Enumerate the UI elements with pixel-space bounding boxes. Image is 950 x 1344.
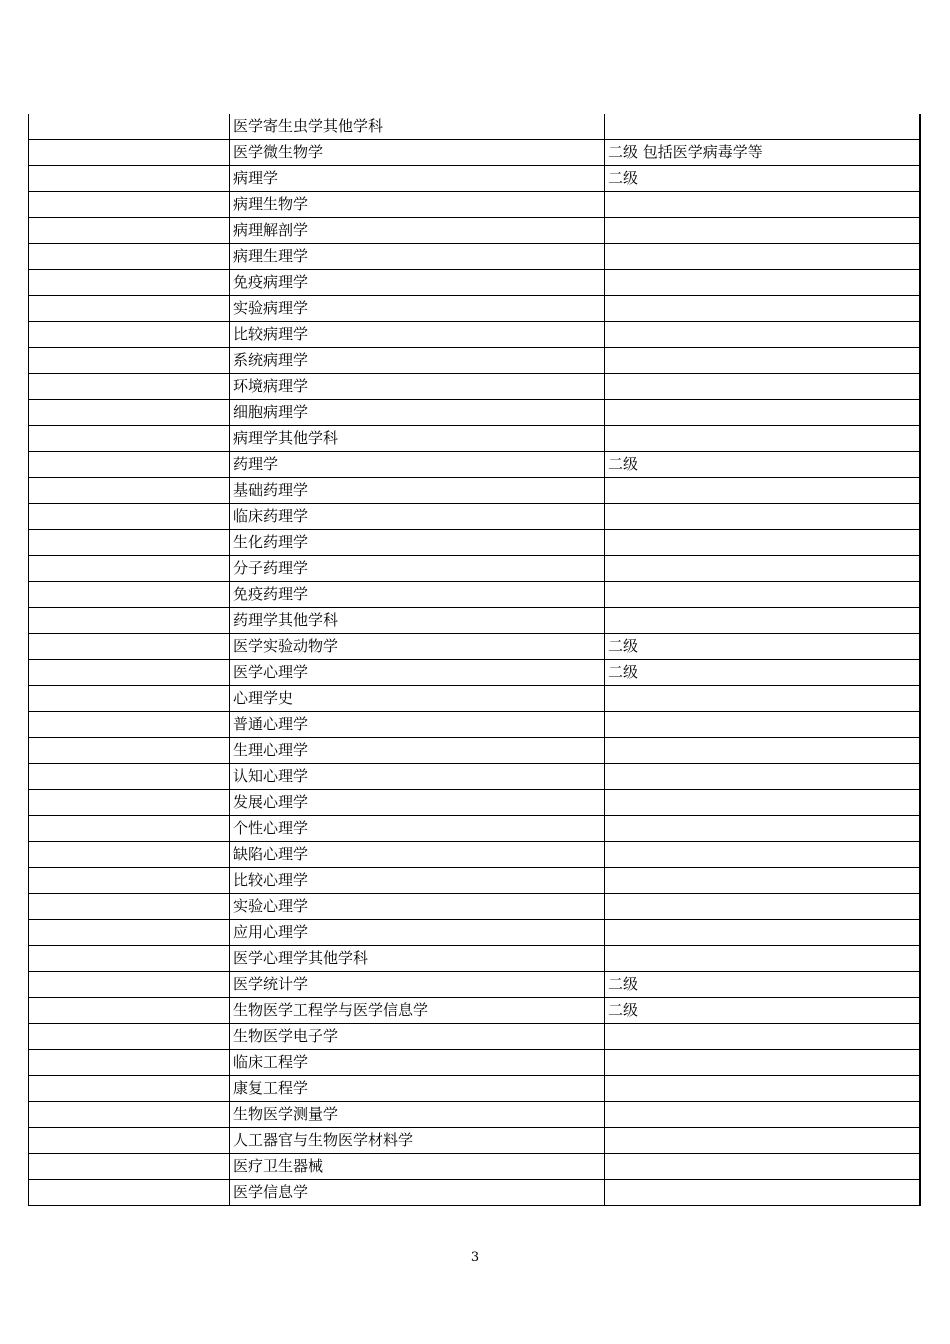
table-row	[29, 608, 920, 634]
page-number: 3	[470, 1250, 480, 1265]
level-note-cell	[605, 504, 920, 530]
table-row	[29, 556, 920, 582]
level-note-cell	[605, 296, 920, 322]
code-cell	[29, 166, 230, 192]
discipline-name-cell: 临床药理学	[230, 504, 605, 530]
code-cell	[29, 322, 230, 348]
discipline-name-cell: 实验病理学	[230, 296, 605, 322]
code-cell	[29, 712, 230, 738]
discipline-name-cell: 实验心理学	[230, 894, 605, 920]
discipline-name-cell: 个性心理学	[230, 816, 605, 842]
code-cell	[29, 920, 230, 946]
discipline-name-cell: 医学心理学	[230, 660, 605, 686]
table-row	[29, 660, 920, 686]
discipline-name-cell: 比较心理学	[230, 868, 605, 894]
level-note-cell	[605, 790, 920, 816]
table-row	[29, 452, 920, 478]
code-cell	[29, 868, 230, 894]
code-cell	[29, 192, 230, 218]
code-cell	[29, 426, 230, 452]
discipline-name-cell: 免疫药理学	[230, 582, 605, 608]
code-cell	[29, 478, 230, 504]
table-row	[29, 712, 920, 738]
discipline-name-cell: 生物医学工程学与医学信息学	[230, 998, 605, 1024]
discipline-name-cell: 普通心理学	[230, 712, 605, 738]
level-note-cell	[605, 608, 920, 634]
discipline-name-cell: 应用心理学	[230, 920, 605, 946]
table-row	[29, 868, 920, 894]
table-row	[29, 244, 920, 270]
level-note-cell	[605, 946, 920, 972]
level-note-cell	[605, 920, 920, 946]
table-row	[29, 478, 920, 504]
discipline-name-cell: 医学心理学其他学科	[230, 946, 605, 972]
level-note-cell: 二级	[605, 452, 920, 478]
discipline-name-cell: 病理生理学	[230, 244, 605, 270]
table-row	[29, 296, 920, 322]
discipline-name-cell: 医学信息学	[230, 1180, 605, 1206]
table-row	[29, 972, 920, 998]
code-cell	[29, 894, 230, 920]
table-row	[29, 1128, 920, 1154]
table-row	[29, 192, 920, 218]
discipline-name-cell: 认知心理学	[230, 764, 605, 790]
code-cell	[29, 1128, 230, 1154]
table-row	[29, 1050, 920, 1076]
discipline-name-cell: 医学实验动物学	[230, 634, 605, 660]
discipline-name-cell: 病理学	[230, 166, 605, 192]
discipline-name-cell: 病理解剖学	[230, 218, 605, 244]
level-note-cell: 二级	[605, 166, 920, 192]
level-note-cell	[605, 738, 920, 764]
table-row	[29, 634, 920, 660]
table-row	[29, 1102, 920, 1128]
table-row	[29, 218, 920, 244]
table-row	[29, 348, 920, 374]
code-cell	[29, 504, 230, 530]
level-note-cell	[605, 816, 920, 842]
code-cell	[29, 114, 230, 140]
discipline-name-cell: 医学统计学	[230, 972, 605, 998]
level-note-cell	[605, 1024, 920, 1050]
table-row	[29, 140, 920, 166]
code-cell	[29, 1154, 230, 1180]
discipline-name-cell: 人工器官与生物医学材料学	[230, 1128, 605, 1154]
code-cell	[29, 842, 230, 868]
code-cell	[29, 608, 230, 634]
table-row	[29, 504, 920, 530]
code-cell	[29, 764, 230, 790]
code-cell	[29, 1024, 230, 1050]
table-row	[29, 920, 920, 946]
discipline-name-cell: 临床工程学	[230, 1050, 605, 1076]
code-cell	[29, 296, 230, 322]
discipline-name-cell: 生物医学电子学	[230, 1024, 605, 1050]
code-cell	[29, 348, 230, 374]
level-note-cell	[605, 270, 920, 296]
code-cell	[29, 1076, 230, 1102]
level-note-cell	[605, 1180, 920, 1206]
code-cell	[29, 1180, 230, 1206]
table-row	[29, 764, 920, 790]
level-note-cell	[605, 322, 920, 348]
table-row	[29, 1180, 920, 1206]
code-cell	[29, 998, 230, 1024]
level-note-cell	[605, 1102, 920, 1128]
code-cell	[29, 530, 230, 556]
discipline-name-cell: 药理学	[230, 452, 605, 478]
level-note-cell: 二级 包括医学病毒学等	[605, 140, 920, 166]
code-cell	[29, 582, 230, 608]
table-row	[29, 166, 920, 192]
discipline-name-cell: 缺陷心理学	[230, 842, 605, 868]
code-cell	[29, 270, 230, 296]
level-note-cell	[605, 400, 920, 426]
level-note-cell	[605, 764, 920, 790]
table-row	[29, 114, 920, 140]
code-cell	[29, 1102, 230, 1128]
level-note-cell	[605, 842, 920, 868]
table-row	[29, 790, 920, 816]
table-row	[29, 530, 920, 556]
table-row	[29, 426, 920, 452]
discipline-name-cell: 医学微生物学	[230, 140, 605, 166]
level-note-cell	[605, 1050, 920, 1076]
level-note-cell	[605, 218, 920, 244]
level-note-cell: 二级	[605, 634, 920, 660]
discipline-name-cell: 分子药理学	[230, 556, 605, 582]
table-row	[29, 374, 920, 400]
table-row	[29, 816, 920, 842]
discipline-name-cell: 医学寄生虫学其他学科	[230, 114, 605, 140]
level-note-cell	[605, 556, 920, 582]
code-cell	[29, 400, 230, 426]
level-note-cell	[605, 712, 920, 738]
code-cell	[29, 946, 230, 972]
code-cell	[29, 244, 230, 270]
code-cell	[29, 1050, 230, 1076]
discipline-name-cell: 比较病理学	[230, 322, 605, 348]
table-row	[29, 270, 920, 296]
level-note-cell	[605, 686, 920, 712]
level-note-cell	[605, 1076, 920, 1102]
code-cell	[29, 452, 230, 478]
level-note-cell	[605, 192, 920, 218]
code-cell	[29, 660, 230, 686]
discipline-name-cell: 生物医学测量学	[230, 1102, 605, 1128]
level-note-cell: 二级	[605, 998, 920, 1024]
discipline-name-cell: 生化药理学	[230, 530, 605, 556]
discipline-name-cell: 病理生物学	[230, 192, 605, 218]
discipline-name-cell: 基础药理学	[230, 478, 605, 504]
discipline-table	[28, 114, 921, 1206]
level-note-cell	[605, 894, 920, 920]
discipline-name-cell: 系统病理学	[230, 348, 605, 374]
discipline-name-cell: 免疫病理学	[230, 270, 605, 296]
discipline-name-cell: 生理心理学	[230, 738, 605, 764]
code-cell	[29, 634, 230, 660]
level-note-cell	[605, 1154, 920, 1180]
table-row	[29, 686, 920, 712]
discipline-name-cell: 医疗卫生器械	[230, 1154, 605, 1180]
code-cell	[29, 556, 230, 582]
table-row	[29, 894, 920, 920]
code-cell	[29, 686, 230, 712]
level-note-cell: 二级	[605, 972, 920, 998]
level-note-cell	[605, 530, 920, 556]
table-row	[29, 582, 920, 608]
level-note-cell	[605, 374, 920, 400]
code-cell	[29, 972, 230, 998]
table-row	[29, 322, 920, 348]
discipline-name-cell: 细胞病理学	[230, 400, 605, 426]
discipline-name-cell: 病理学其他学科	[230, 426, 605, 452]
table-row	[29, 400, 920, 426]
level-note-cell	[605, 244, 920, 270]
code-cell	[29, 140, 230, 166]
code-cell	[29, 816, 230, 842]
level-note-cell	[605, 582, 920, 608]
discipline-name-cell: 康复工程学	[230, 1076, 605, 1102]
level-note-cell	[605, 114, 920, 140]
level-note-cell	[605, 426, 920, 452]
level-note-cell: 二级	[605, 660, 920, 686]
level-note-cell	[605, 1128, 920, 1154]
table-row	[29, 946, 920, 972]
level-note-cell	[605, 478, 920, 504]
code-cell	[29, 738, 230, 764]
discipline-name-cell: 环境病理学	[230, 374, 605, 400]
table-row	[29, 842, 920, 868]
table-row	[29, 1024, 920, 1050]
level-note-cell	[605, 348, 920, 374]
table-row	[29, 738, 920, 764]
level-note-cell	[605, 868, 920, 894]
table-row	[29, 998, 920, 1024]
discipline-name-cell: 心理学史	[230, 686, 605, 712]
discipline-name-cell: 药理学其他学科	[230, 608, 605, 634]
code-cell	[29, 374, 230, 400]
table-body	[29, 114, 920, 1206]
code-cell	[29, 218, 230, 244]
code-cell	[29, 790, 230, 816]
discipline-name-cell: 发展心理学	[230, 790, 605, 816]
table-row	[29, 1076, 920, 1102]
table-row	[29, 1154, 920, 1180]
